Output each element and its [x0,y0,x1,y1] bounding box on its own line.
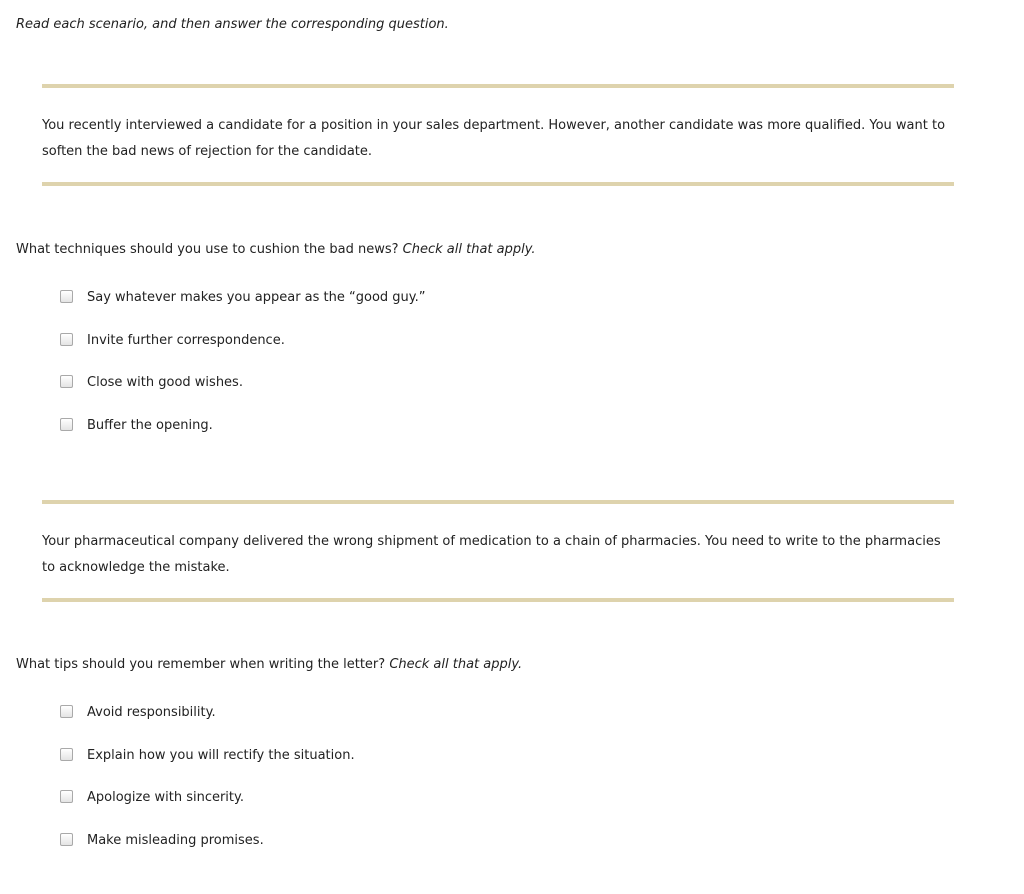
q1-option-1[interactable] [60,287,426,330]
q1-option-2[interactable] [60,330,426,373]
q2-option-3[interactable] [60,787,355,830]
scenario-1-box [42,84,954,186]
q1-option-4-checkbox[interactable] [60,418,73,431]
question-1 [16,241,536,259]
q1-option-3[interactable] [60,372,426,415]
q2-option-1-label[interactable]: Avoid responsibility. [87,705,216,720]
q2-option-1[interactable] [60,702,355,745]
q2-option-4-label[interactable]: Make misleading promises. [87,832,264,848]
question-2-instruction: Check all that apply. [389,657,523,672]
q1-option-4[interactable] [60,415,426,458]
q1-option-2-checkbox[interactable] [60,333,73,346]
q2-option-3-checkbox[interactable] [60,790,73,803]
question-1-instruction: Check all that apply. [402,242,536,257]
q1-option-1-label[interactable]: Say whatever makes you appear as the “good guy.” [87,290,426,305]
q1-option-3-label[interactable]: Close with good wishes. [87,375,243,390]
scenario-1-text: You recently interviewed a candidate for a position in your sales department. However, another candidate was more qualified. You want to soften the bad news of rejection for the candidate. [42,118,946,159]
question-2-text: What tips should you remember when writing the letter? [16,657,386,672]
scenario-2-text: Your pharmaceutical company delivered the wrong shipment of medication to a chain of pharmacies. You need to write to the pharmacies to acknowledge the mistake. [42,534,941,575]
q2-option-1-checkbox[interactable] [60,705,73,718]
q2-option-4-checkbox[interactable] [60,833,73,846]
q1-option-2-label[interactable]: Invite further correspondence. [87,332,285,348]
question-2 [16,656,522,674]
q1-option-3-checkbox[interactable] [60,375,73,388]
question-2-options [60,702,355,872]
q2-option-4[interactable] [60,830,355,873]
q2-option-2[interactable] [60,745,355,788]
q2-option-3-label[interactable]: Apologize with sincerity. [87,790,244,805]
q2-option-2-label[interactable]: Explain how you will rectify the situation. [87,747,355,763]
scenario-2-box [42,500,954,602]
q1-option-1-checkbox[interactable] [60,290,73,303]
q2-option-2-checkbox[interactable] [60,748,73,761]
question-1-text: What techniques should you use to cushion the bad news? [16,242,399,257]
instructions-text: Read each scenario, and then answer the corresponding question. [16,17,449,32]
q1-option-4-label[interactable]: Buffer the opening. [87,417,213,433]
question-1-options [60,287,426,457]
